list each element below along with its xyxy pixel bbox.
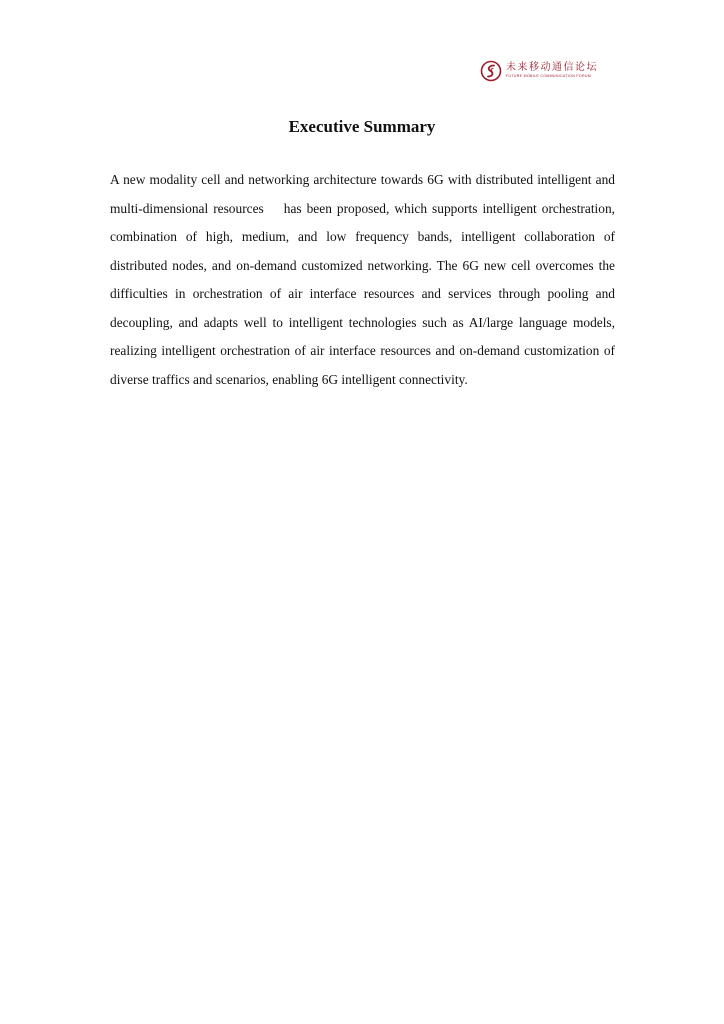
forum-logo-icon (480, 60, 502, 82)
forum-logo (480, 59, 604, 83)
forum-logo-text (506, 63, 598, 79)
logo-chinese-name: 未来移动通信论坛 (506, 62, 598, 74)
logo-english-name: FUTURE MOBILE COMMUNICATION FORUM (506, 74, 592, 79)
summary-paragraph: A new modality cell and networking architecture towards 6G with distributed intelligent and multi-dimensional resources has been proposed, which supports intelligent orchestration, combination of high, medium, and low frequency bands, intelligent collaboration of distributed nodes, and on-demand customized networking. The 6G new cell overcomes the difficulties in orchestration of air interface resources and services through pooling and decoupling, and adapts well to intelligent technologies such as AI/large language models, realizing intelligent orchestration of air interface resources and on-demand customization of diverse traffics and scenarios, enabling 6G intelligent connectivity. (110, 172, 619, 387)
page-title: Executive Summary (288, 117, 436, 136)
